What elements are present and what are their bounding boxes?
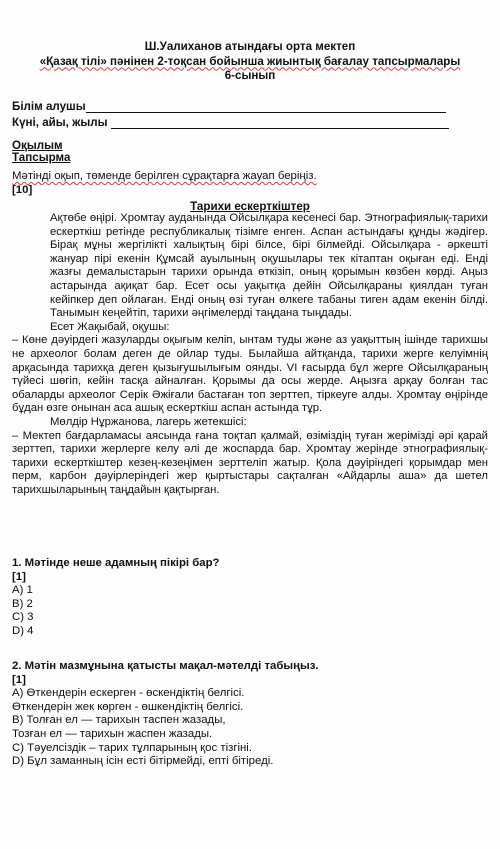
question-2-text: 2. Мәтін мазмұнына қатысты мақал-мәтелді табыңыз. <box>12 660 319 672</box>
paragraph-2: – Көне дәуірдегі жазуларды оқығым келіп, ынтам туды және аз уақыттың ішінде тарихшы не археолог болам деген де ойлар туды. Былайша айтқанда, тарихи жерге келуімнің арқасында тарихқа деген қызығушылығым оянды. VI ғасырда бұл жерге Ойсылқараның түйесі шөгіп, кейін тасқа айналған. Қорымы да осы жерде. Аңызға арқау болған тас обаларды археолог Серік Әжіғали бастаған топ зерттеп, тіркеуге алды. Хромтау өңірінде бұдан өзге онынан аса ашық ескерткіш аспан астында тұр. <box>12 334 488 415</box>
question-1-text: 1. Мәтінде неше адамның пікірі бар? <box>12 557 220 569</box>
q2-option-a[interactable]: A) Өткендерін ескерген - өскендіктің белгісі. <box>12 687 245 700</box>
student-name-field[interactable] <box>12 100 446 113</box>
speaker-1: Есет Жақыбай, оқушы: <box>50 320 170 333</box>
school-name: Ш.Уалиханов атындағы орта мектеп <box>144 40 356 53</box>
question-1-points: [1] <box>12 570 26 583</box>
question-2-points: [1] <box>12 673 26 686</box>
date-label: Күні, айы, жылы <box>12 116 108 129</box>
student-label: Білім алушы <box>12 100 86 113</box>
q1-option-c[interactable]: C) 3 <box>12 611 34 624</box>
q1-option-d[interactable]: D) 4 <box>12 624 34 637</box>
q2-option-b-line2: Тозған ел — тарихын жаспен жазады. <box>12 727 213 740</box>
q2-option-a-line2: Өткендерін жек көрген - өшкендіктің белгісі. <box>12 700 244 713</box>
task-label: Тапсырма <box>12 150 71 164</box>
task-points: [10] <box>12 184 33 196</box>
section-label: Оқылым <box>12 139 63 152</box>
q2-option-d[interactable]: D) Бұл заманның ісін есті бітірмейді, епті бітіреді. <box>12 755 274 768</box>
question-1 <box>12 557 220 639</box>
speaker-2: Мөлдір Нұржанова, лагерь жетекшісі: <box>50 415 247 428</box>
document-header <box>0 40 500 84</box>
task-block <box>12 140 70 163</box>
grade-label: 6-сынып <box>224 69 276 82</box>
question-2 <box>12 660 319 769</box>
text-title-label: Тарихи ескерткіштер <box>190 200 310 213</box>
paragraph-3: – Мектеп бағдарламасы аясында ғана тоқтап қалмай, өзіміздің туған жерімізді әрі қарай зерттеп, тарихи жерлерге келу әлі де жоспарда бар. Хромтау жерінде этнографиялық-тарихи ескерткіштер кезең-кезеңімен зерттеліп жатыр. Қола дәуіріндегі қорымдар мен перм, карбон дәуірлеріндегі жер қыртыстары сақталған «Айдарлы аша» да шетел тарихшыларының таңдайын қақтырған. <box>12 429 488 496</box>
q2-option-c[interactable]: C) Тәуелсіздік – тарих тұлпарының қос тізгіні. <box>12 741 252 754</box>
reading-text <box>12 212 488 497</box>
date-field[interactable] <box>12 116 449 129</box>
q2-option-b[interactable]: B) Толған ел — тарихын таспен жазады, <box>12 714 226 727</box>
subject-line: «Қазақ тілі» пәнінен 2-тоқсан бойынша жиынтық бағалау тапсырмалары <box>39 54 461 68</box>
student-name-line[interactable] <box>86 112 446 113</box>
date-line[interactable] <box>111 128 449 129</box>
paragraph-1: Ақтөбе өңірі. Хромтау ауданында Ойсылқара кесенесі бар. Этнографиялық-тарихи ескерткіш ретінде республикалық тізімге енген. Аспан астындағы құнды жәдігер. Бірақ мұны жергілікті халықтың бірі білсе, бірі білмейді. Ойсылқара - әркешті жануар пірі екенін Құмсай ауылының оқушылары тек кітаптан оқыған еді. Енді жазғы демалыстарын тарихи орында өткізіп, оның қорымын көзбен көрді. Аңыз астарында ақиқат бар. Есет осы уақытқа дейін Ойсылқараны қиялдан туған кейіпкер деп ойлаған. Енді оның өзі туған өлкеге табаны тиген адам екенін білді. Танымын кеңейтіп, тарихи әңгімелерді таңдана тыңдады. <box>50 212 488 320</box>
q1-option-b[interactable]: B) 2 <box>12 597 33 610</box>
q1-option-a[interactable]: A) 1 <box>12 584 33 597</box>
task-instruction: Мәтінді оқып, төменде берілген сұрақтарға жауап беріңіз. <box>12 170 317 182</box>
